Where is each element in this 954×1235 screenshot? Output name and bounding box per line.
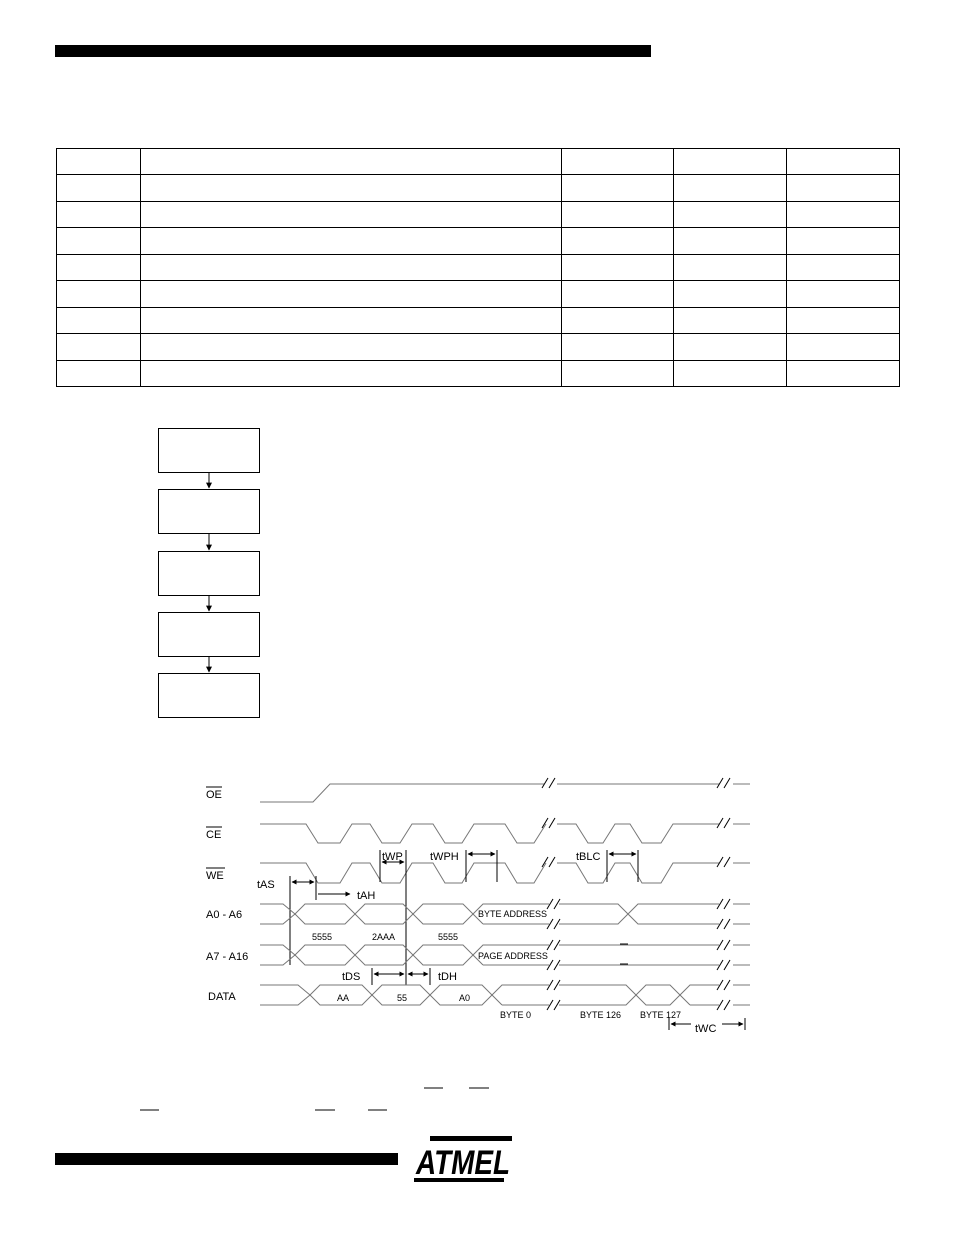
we-waveform	[260, 863, 750, 883]
label-tah: tAH	[357, 890, 376, 902]
footer-rule	[55, 1153, 398, 1165]
svg-text:ATMEL: ATMEL	[415, 1144, 510, 1182]
signal-a7-a16: A7 - A16	[206, 951, 249, 963]
ce-waveform	[260, 824, 750, 843]
signal-data: DATA	[208, 991, 236, 1003]
label-tas: tAS	[257, 879, 275, 891]
atmel-logo	[414, 1136, 514, 1184]
label-twc: tWC	[695, 1023, 717, 1035]
signal-ce: CE	[206, 829, 222, 841]
label-twp: tWP	[382, 851, 403, 863]
label-twph: tWPH	[430, 851, 459, 863]
label-addr-3: 5555	[438, 932, 459, 942]
oe-waveform	[260, 784, 750, 802]
we-break	[542, 857, 730, 867]
label-tds: tDS	[342, 971, 361, 983]
signal-we: WE	[206, 870, 224, 882]
label-byte-address: BYTE ADDRESS	[478, 909, 548, 919]
label-tblc: tBLC	[576, 851, 601, 863]
signal-a0-a6: A0 - A6	[206, 909, 243, 921]
label-data-2: 55	[397, 993, 408, 1003]
label-byte-0: BYTE 0	[500, 1010, 532, 1020]
label-tdh: tDH	[438, 971, 457, 983]
ce-break	[542, 818, 730, 828]
oe-break	[542, 778, 730, 788]
data-bus	[260, 985, 750, 1005]
label-addr-1: 5555	[312, 932, 333, 942]
label-data-3: A0	[459, 993, 471, 1003]
note-overbars	[140, 1088, 489, 1110]
label-data-1: AA	[337, 993, 350, 1003]
label-addr-2: 2AAA	[372, 932, 396, 942]
label-byte-127: BYTE 127	[640, 1010, 682, 1020]
label-byte-126: BYTE 126	[580, 1010, 622, 1020]
label-page-address: PAGE ADDRESS	[478, 951, 548, 961]
signal-oe: OE	[206, 789, 222, 801]
timing-markers-data	[372, 968, 745, 1030]
